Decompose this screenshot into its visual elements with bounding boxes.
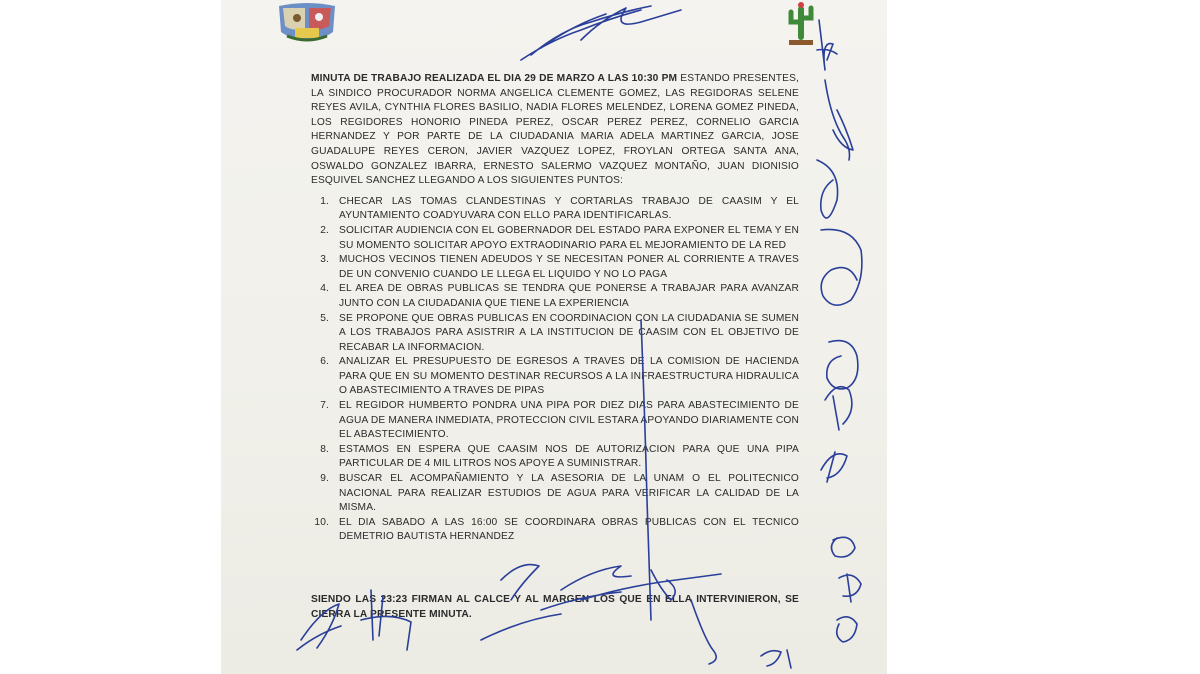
signature-margin-10 (837, 617, 857, 642)
point-text: SOLICITAR AUDIENCIA CON EL GOBERNADOR DEL ESTADO PARA EXPONER EL TEMA Y EN SU MOMENTO SOLICITAR APOYO EXTRAODINARIO PARA EL MEJORAMIENTO DE LA RED (339, 224, 799, 251)
signature-top (521, 6, 681, 60)
point-text: EL AREA DE OBRAS PUBLICAS SE TENDRA QUE PONERSE A TRABAJAR PARA AVANZAR JUNTO CON LA CIUDADANIA QUE TIENE LA EXPERIENCIA (339, 283, 799, 309)
point-text: EL REGIDOR HUMBERTO PONDRA UNA PIPA POR DIEZ DIAS PARA ABASTECIMIENTO DE AGUA DE MANERA INMEDIATA, PROTECCION CIVIL ESTARA APOYANDO DIARIAMENTE CON EL ABASTECIMIENTO. (339, 400, 799, 441)
point-number: 8. (320, 443, 329, 455)
signature-vertical-stroke (641, 320, 651, 620)
point-number: 6. (320, 356, 329, 368)
point-number: 4. (320, 283, 329, 295)
signature-bottom-mid (481, 565, 561, 640)
signature-bottom-left-2 (361, 590, 411, 650)
point-text: BUSCAR EL ACOMPAÑAMIENTO Y LA ASESORIA DE LA UNAM O EL POLITECNICO NACIONAL PARA REALIZAR ESTUDIOS DE AGUA PARA VERIFICAR LA CALIDAD DE LA MISMA. (339, 473, 799, 514)
signature-margin-8 (831, 537, 855, 557)
signature-bottom-center (541, 566, 721, 610)
point-text: ANALIZAR EL PRESUPUESTO DE EGRESOS A TRAVES DE LA COMISION DE HACIENDA PARA QUE EN SU MOMENTO DESTINAR RECURSOS A LA INFRAESTRUCTURA HIDRAULICA O ABASTECIMIENTO A TRAVES DE PIPAS (339, 356, 799, 397)
point-text: MUCHOS VECINOS TIENEN ADEUDOS Y SE NECESITAN PONER AL CORRIENTE A TRAVES DE UN CONVENIO CUANDO LE LLEGA EL LIQUIDO Y NO LO PAGA (339, 254, 799, 280)
signature-margin-1 (817, 20, 837, 70)
signature-margin-4 (821, 229, 862, 305)
point-text: EL DIA SABADO A LAS 16:00 SE COORDINARA OBRAS PUBLICAS CON EL TECNICO DEMETRIO BAUTISTA HERNANDEZ (339, 516, 799, 543)
signature-bottom-left-1 (297, 604, 341, 650)
signature-margin-7 (821, 452, 847, 482)
closing-statement: SIENDO LAS 23:23 FIRMAN AL CALCE Y AL MARGEN LOS QUE EN ELLA INTERVINIERON, SE CIERRA LA PRESENTE MINUTA. (311, 594, 799, 620)
point-number: 1. (320, 195, 329, 207)
point-number: 7. (320, 400, 329, 412)
point-text: SE PROPONE QUE OBRAS PUBLICAS EN COORDINACION CON LA CIUDADANIA SE SUMEN A LOS TRABAJOS PARA ASISTRIR A LA INSTITUCION DE CAASIM CON EL OBJETIVO DE RECABAR LA INFORMACION. (339, 312, 799, 353)
signature-margin-9 (839, 574, 861, 602)
signature-margin-2 (825, 80, 853, 160)
intro-body: ESTANDO PRESENTES, LA SINDICO PROCURADOR NORMA ANGELICA CLEMENTE GOMEZ, LAS REGIDORAS SELENE REYES AVILA, CYNTHIA FLORES BASILIO, NADIA FLORES MELENDEZ, LORENA GOMEZ PINEDA, LOS REGIDORES HONORIO PINEDA PEREZ, OSCAR PEREZ PEREZ, CORNELIO GARCIA HERNANDEZ Y POR PARTE DE LA CIUDADANIA MARIA ADELA MARTINEZ GARCIA, JOSE GUADALUPE REYES CERON, JAVIER VAZQUEZ LOPEZ, FROYLAN ORTEGA SANTA ANA, OSWALDO GONZALEZ IBARRA, ERNESTO SALERMO VAZQUEZ MONTAÑO, JUAN DIONISIO ESQUIVEL SANCHEZ LLEGANDO A LOS SIGUIENTES PUNTOS: (311, 73, 799, 187)
signature-margin-3 (817, 160, 838, 218)
signature-margin-5 (827, 341, 858, 389)
document-page (221, 0, 887, 674)
point-number: 5. (320, 312, 329, 324)
signature-bottom-right (651, 570, 716, 664)
point-number: 3. (320, 254, 329, 266)
handwritten-signatures (221, 0, 887, 674)
intro-lead: MINUTA DE TRABAJO REALIZADA EL DIA 29 DE MARZO A LAS 10:30 PM (311, 73, 678, 84)
point-number: 10. (314, 516, 329, 528)
point-number: 2. (320, 224, 329, 236)
point-text: ESTAMOS EN ESPERA QUE CAASIM NOS DE AUTORIZACION PARA QUE UNA PIPA PARTICULAR DE 4 MIL LITROS NOS APOYE A SUMINISTRAR. (339, 443, 799, 470)
signature-bottom-small (761, 650, 791, 668)
signature-margin-6 (825, 387, 852, 430)
point-text: CHECAR LAS TOMAS CLANDESTINAS Y CORTARLAS TRABAJO DE CAASIM Y EL AYUNTAMIENTO COADYUVARA CON ELLO PARA IDENTIFICARLAS. (339, 195, 799, 222)
point-number: 9. (320, 473, 329, 485)
